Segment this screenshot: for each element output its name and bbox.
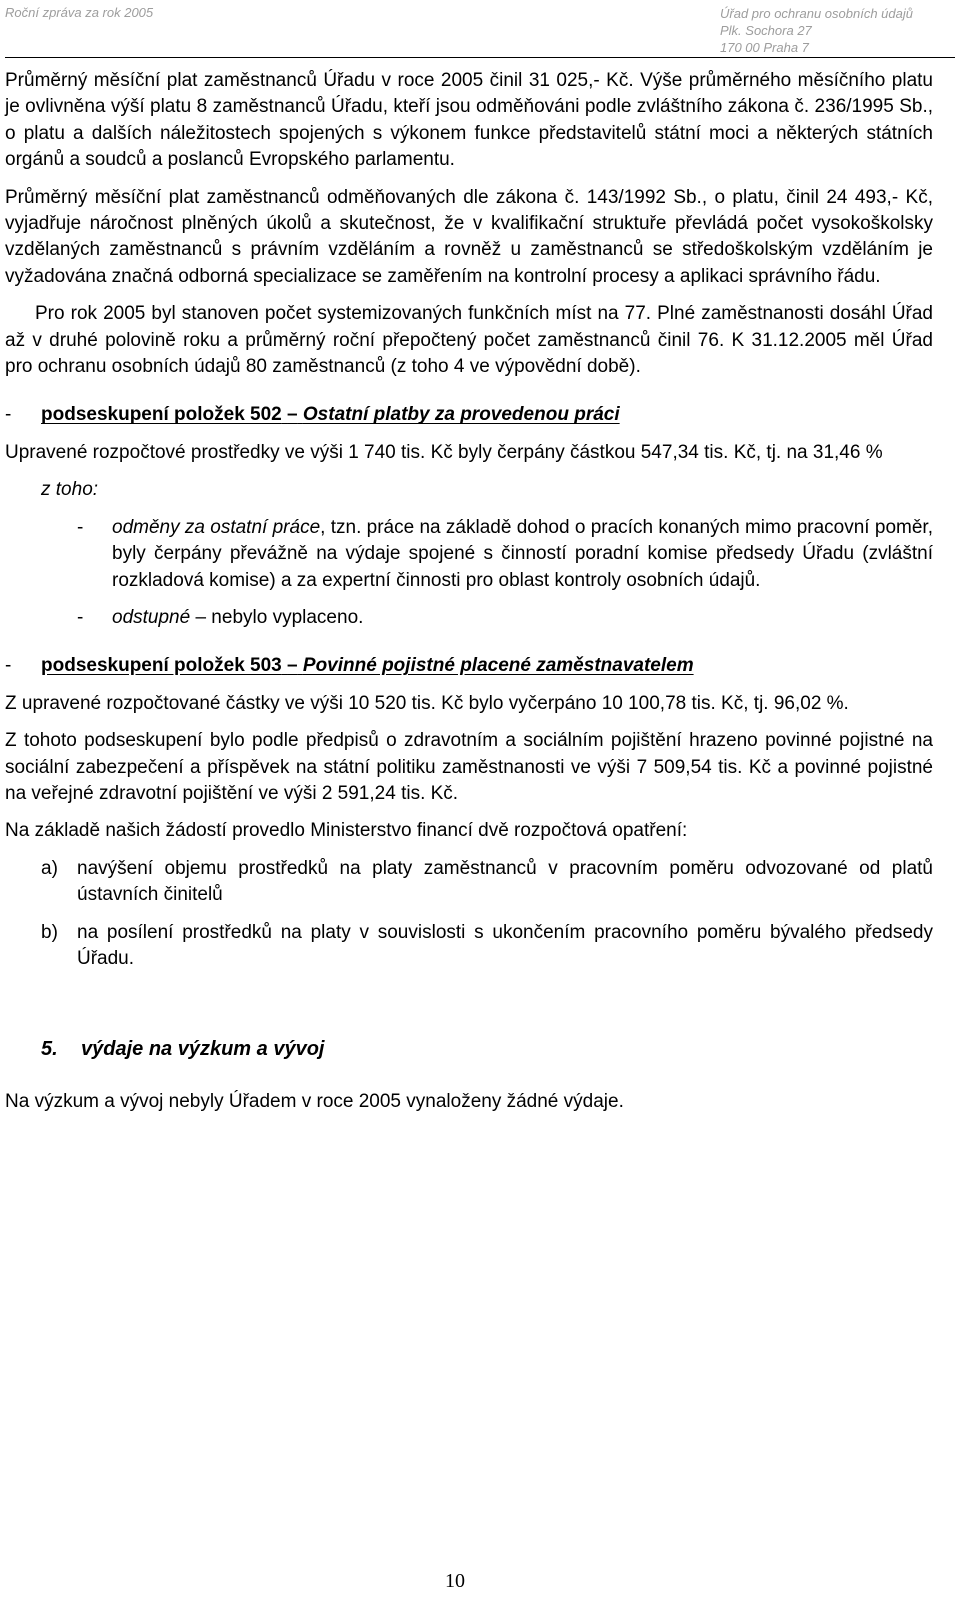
list-budget-measures [5, 856, 933, 973]
heading-503-label: podseskupení položek 503 [41, 655, 282, 677]
paragraph-salary-143: Průměrný měsíční plat zaměstnanců odměňovaných dle zákona č. 143/1992 Sb., o platu, činil 24 493,- Kč, vyjadřuje náročnost plněných úkolů a skutečnost, že v kvalifikační struktuře převládá počet vysokoškolsky vzdělaných zaměstnanců s právním vzděláním a rovněž u zaměstnanců se středoškolským vzděláním je vyžadována značná odborná specializace se zaměřením na kontrolní procesy a aplikaci správního řádu. [5, 186, 933, 287]
heading-503-dash: - [5, 655, 12, 677]
list-item-text: , tzn. práce na základě dohod o pracích konaných mimo pracovní poměr, byly čerpány převážně na výdaje spojené s činností poradní komise předsedy Úřadu (zvláštní rozkladová komise) a za expertní činnosti pro oblast kontroly osobních údajů. [112, 516, 933, 591]
paragraph-staffing: Pro rok 2005 byl stanoven počet systemizovaných funkčních míst na 77. Plné zaměstnanosti dosáhl Úřad až v druhé polovině roku a průměrný roční přepočtený počet zaměstnanců činil 76. K 31.12.2005 měl Úřad pro ochranu osobních údajů 80 zaměstnanců (z toho 4 ve výpovědní době). [5, 303, 933, 378]
header-office-address [720, 5, 940, 56]
section-5-title: výdaje na výzkum a vývoj [81, 1038, 325, 1061]
list-item-text: navýšení objemu prostředků na platy zaměstnanců v pracovním poměru odvozované od platů ústavních činitelů [77, 857, 933, 906]
section-5-heading [5, 1036, 933, 1062]
paragraph-503-measures: Na základě našich žádostí provedlo Ministerstvo financí dvě rozpočtová opatření: [5, 820, 688, 842]
header-city: 170 00 Praha 7 [720, 40, 809, 55]
list-item-marker: b) [41, 921, 58, 943]
list-item-emphasis: odměny za ostatní práce [112, 516, 321, 538]
header-office-name: Úřad pro ochranu osobních údajů [720, 6, 913, 21]
heading-502-dash: - [5, 404, 12, 426]
list-item-marker: a) [41, 857, 58, 879]
paragraph-502-budget: Upravené rozpočtové prostředky ve výši 1 740 tis. Kč byly čerpány částkou 547,34 tis. Kč, tj. na 31,46 % [5, 441, 883, 463]
list-item-emphasis: odstupné [112, 606, 191, 628]
list-502-items [5, 515, 933, 632]
list-item-marker: - [77, 606, 84, 628]
paragraph-research: Na výzkum a vývoj nebyly Úřadem v roce 2005 vynaloženy žádné výdaje. [5, 1090, 624, 1112]
heading-502-title: Ostatní platby za provedenou práci [302, 404, 620, 426]
heading-502 [5, 402, 933, 428]
list-item-text: na posílení prostředků na platy v souvislosti s ukončením pracovního poměru bývalého předsedy Úřadu. [77, 921, 933, 969]
list-item-text: – nebylo vyplaceno. [190, 606, 364, 628]
page-number: 10 [445, 1570, 465, 1592]
label-z-toho: z toho: [41, 479, 99, 501]
list-item [5, 515, 933, 594]
header-street: Plk. Sochora 27 [720, 23, 812, 38]
page-header [0, 0, 960, 58]
heading-502-label: podseskupení položek 502 [41, 404, 282, 426]
heading-503-title: Povinné pojistné placené zaměstnavatelem [302, 655, 694, 677]
heading-503 [5, 653, 933, 679]
header-report-title: Roční zpráva za rok 2005 [5, 5, 154, 20]
heading-503-sep: – [287, 655, 298, 677]
list-item-marker: - [77, 516, 84, 538]
list-item [5, 605, 933, 631]
paragraph-average-salary: Průměrný měsíční plat zaměstnanců Úřadu v roce 2005 činil 31 025,- Kč. Výše průměrného měsíčního platu je ovlivněna výší platu 8 zaměstnanců Úřadu, kteří jsou odměňováni podle zvláštního zákona č. 236/1995 Sb., o platu a dalších náležitostech spojených s výkonem funkce představitelů státní moci a některých státních orgánů a soudců a poslanců Evropského parlamentu. [5, 70, 933, 171]
paragraph-503-budget: Z upravené rozpočtované částky ve výši 10 520 tis. Kč bylo vyčerpáno 10 100,78 tis. Kč, tj. 96,02 %. [5, 692, 849, 714]
header-divider [5, 57, 955, 58]
paragraph-503-insurance: Z tohoto podseskupení bylo podle předpisů o zdravotním a sociálním pojištění hrazeno povinné pojistné na sociální zabezpečení a příspěvek na státní politiku zaměstnanosti ve výši 7 509,54 tis. Kč a povinné pojistné na veřejné zdravotní pojištění ve výši 2 591,24 tis. Kč. [5, 730, 933, 804]
section-5-number: 5. [41, 1038, 58, 1061]
list-item [5, 856, 933, 909]
list-item [5, 920, 933, 973]
document-body [5, 68, 933, 1115]
heading-502-sep: – [287, 404, 298, 426]
